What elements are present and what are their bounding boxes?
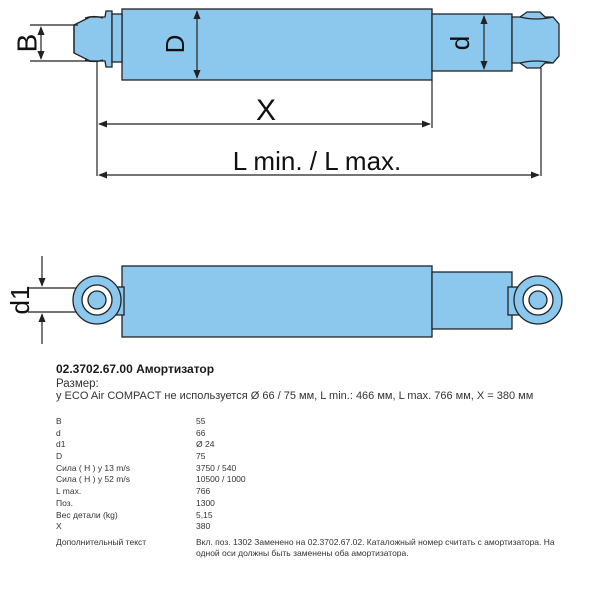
spec-key: Сила ( Н ) у 52 m/s (56, 474, 130, 485)
spec-key: d (56, 427, 61, 438)
product-title: 02.3702.67.00 Амортизатор (56, 362, 215, 376)
product-info (56, 362, 576, 559)
spec-value: 10500 / 1000 (196, 474, 246, 485)
spec-value: 5,15 (196, 509, 213, 520)
specs-table (56, 416, 556, 559)
spec-row-lmax (56, 486, 556, 498)
spec-row-d1 (56, 439, 556, 451)
spec-value: 66 (196, 427, 206, 438)
spec-key: d1 (56, 439, 66, 450)
spec-row-force-52 (56, 474, 556, 486)
spec-row-X (56, 521, 556, 533)
top-view (74, 9, 559, 80)
spec-key: Вес детали (kg) (56, 509, 118, 520)
label-D: D (160, 34, 190, 54)
spec-key: Поз. (56, 497, 73, 508)
spec-row-force-13 (56, 463, 556, 475)
spec-key: Дополнительный текст (56, 536, 147, 547)
label-L: L min. / L max. (232, 146, 402, 176)
spec-value: 1300 (196, 497, 215, 508)
right-mount-bracket (512, 12, 559, 68)
spec-key: L max. (56, 486, 82, 497)
spec-key: X (56, 521, 62, 532)
left-mount-bracket (74, 11, 112, 67)
size-label: Размер: (56, 378, 99, 390)
side-rod-cylinder (432, 272, 512, 329)
label-B: B (11, 33, 43, 53)
spec-value: 380 (196, 521, 211, 532)
spec-row-note (56, 533, 556, 559)
spec-value: Вкл. поз. 1302 Заменено на 02.3702.67.02. Каталожный номер считать с амортизатора. На одной оси должны быть заменены оба амортизатора. (196, 536, 555, 558)
right-eye-bore (529, 291, 547, 309)
label-d1: d1 (5, 285, 35, 315)
spec-row-B (56, 416, 556, 428)
spec-value: 75 (196, 451, 206, 462)
left-flange (112, 14, 122, 62)
spec-row-d (56, 428, 556, 440)
spec-row-pos (56, 498, 556, 510)
spec-key: B (56, 416, 62, 426)
label-X: X (255, 94, 277, 127)
spec-value: 3750 / 540 (196, 462, 237, 473)
label-d: d (445, 35, 475, 51)
side-view (73, 266, 562, 337)
spec-value: 766 (196, 486, 211, 497)
side-main-cylinder (122, 266, 432, 337)
spec-key: D (56, 451, 63, 462)
spec-value: 55 (196, 416, 206, 426)
left-eye-bore (88, 291, 106, 309)
spec-row-D (56, 451, 556, 463)
spec-key: Сила ( Н ) у 13 m/s (56, 462, 130, 473)
size-description: у ECO Air COMPACT не используется Ø 66 / 75 мм, L min.: 466 мм, L max. 766 мм, X = 380 мм (56, 390, 534, 402)
spec-row-weight (56, 510, 556, 522)
spec-value: Ø 24 (196, 439, 215, 450)
